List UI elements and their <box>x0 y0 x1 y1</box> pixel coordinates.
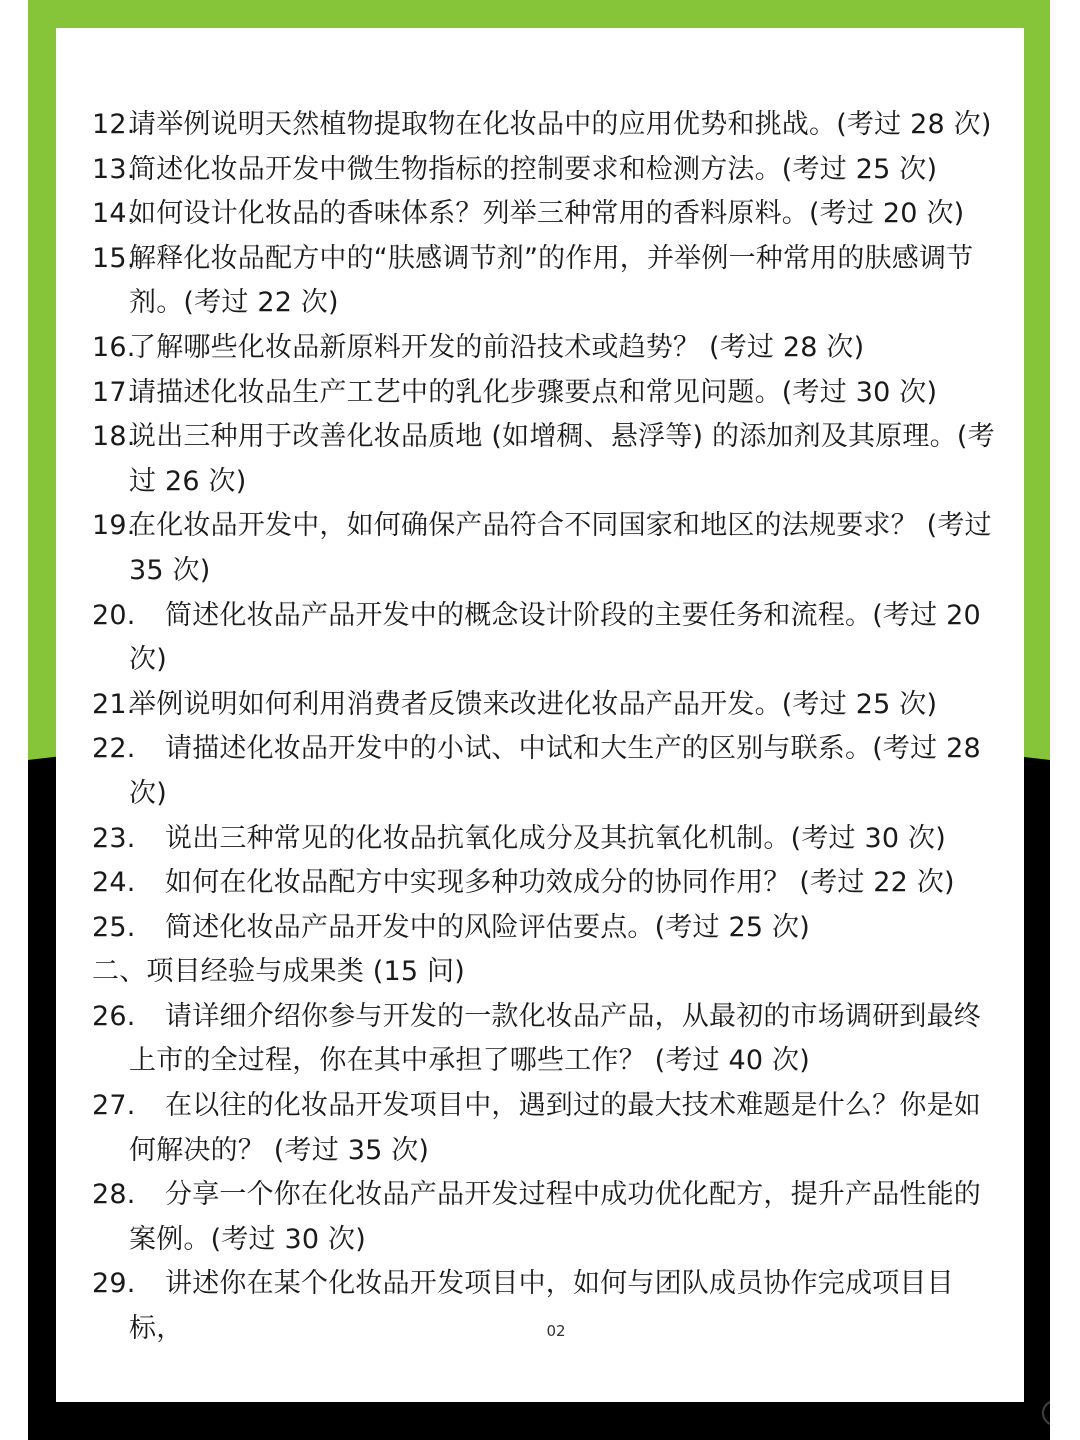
question-text: 分享一个你在化妆品产品开发过程中成功优化配方，提升产品性能的案例。(考过 30 次) <box>129 1179 981 1255</box>
watermark-icon <box>1042 1400 1068 1426</box>
question-item <box>92 192 1002 237</box>
question-item <box>92 326 1002 371</box>
question-text: 请详细介绍你参与开发的一款化妆品产品，从最初的市场调研到最终上市的全过程，你在其中承担了哪些工作？ (考过 40 次) <box>129 1000 981 1077</box>
question-number: 13. <box>92 153 136 185</box>
question-item <box>92 371 1002 416</box>
question-item <box>92 504 1002 593</box>
question-item <box>92 1084 1002 1173</box>
question-number: 25. <box>92 911 136 943</box>
question-text: 请描述化妆品开发中的小试、中试和大生产的区别与联系。(考过 28 次) <box>129 733 981 809</box>
question-number: 17. <box>92 376 136 408</box>
question-number: 24. <box>92 867 136 899</box>
question-number: 18. <box>92 421 136 453</box>
question-text: 了解哪些化妆品新原料开发的前沿技术或趋势？ (考过 28 次) <box>129 331 865 363</box>
question-text: 请描述化妆品生产工艺中的乳化步骤要点和常见问题。(考过 30 次) <box>129 376 938 408</box>
question-number: 22. <box>92 733 136 765</box>
section-heading: 二、项目经验与成果类 (15 问) <box>92 956 465 988</box>
question-text: 说出三种用于改善化妆品质地 (如增稠、悬浮等) 的添加剂及其原理。(考过 26 次) <box>129 421 995 497</box>
question-number: 14. <box>92 198 136 230</box>
question-number: 12. <box>92 109 136 140</box>
question-text: 如何设计化妆品的香味体系？列举三种常用的香料原料。(考过 20 次) <box>129 198 965 230</box>
question-item <box>92 861 1002 906</box>
question-number: 16. <box>92 331 136 363</box>
question-text: 说出三种常见的化妆品抗氧化成分及其抗氧化机制。(考过 30 次) <box>165 822 946 854</box>
question-item <box>92 103 1002 148</box>
question-item <box>92 995 1002 1084</box>
question-item <box>92 906 1002 951</box>
question-number: 28. <box>92 1179 136 1211</box>
question-text: 在以往的化妆品开发项目中，遇到过的最大技术难题是什么？你是如何解决的？ (考过 35 次) <box>129 1090 981 1166</box>
question-number: 19. <box>92 510 136 542</box>
question-item <box>92 415 1002 504</box>
question-text: 讲述你在某个化妆品开发项目中，如何与团队成员协作完成项目目标， <box>129 1268 954 1345</box>
question-item <box>92 237 1002 326</box>
question-item <box>92 683 1002 728</box>
question-text: 简述化妆品产品开发中的概念设计阶段的主要任务和流程。(考过 20 次) <box>129 599 981 676</box>
question-number: 21. <box>92 688 136 720</box>
question-text: 举例说明如何利用消费者反馈来改进化妆品产品开发。(考过 25 次) <box>129 688 938 720</box>
page-number: 02 <box>546 1322 566 1340</box>
question-text: 在化妆品开发中，如何确保产品符合不同国家和地区的法规要求？ (考过 35 次) <box>129 510 992 586</box>
question-text: 请举例说明天然植物提取物在化妆品中的应用优势和挑战。(考过 28 次) <box>129 109 992 140</box>
question-text: 简述化妆品产品开发中的风险评估要点。(考过 25 次) <box>165 911 810 943</box>
question-number: 29. <box>92 1268 136 1300</box>
question-number: 15. <box>92 242 136 274</box>
question-number: 23. <box>92 822 136 854</box>
question-item <box>92 1173 1002 1262</box>
question-number: 26. <box>92 1000 136 1032</box>
question-item <box>92 817 1002 862</box>
question-text: 简述化妆品开发中微生物指标的控制要求和检测方法。(考过 25 次) <box>129 153 938 185</box>
question-list <box>92 103 1002 1352</box>
question-item <box>92 727 1002 816</box>
question-text: 如何在化妆品配方中实现多种功效成分的协同作用？ (考过 22 次) <box>165 867 955 899</box>
question-number: 27. <box>92 1090 136 1122</box>
question-text: 解释化妆品配方中的“肤感调节剂”的作用，并举例一种常用的肤感调节剂。(考过 22 次) <box>129 242 974 319</box>
question-item <box>92 148 1002 193</box>
question-number: 20. <box>92 599 136 631</box>
question-item <box>92 594 1002 683</box>
